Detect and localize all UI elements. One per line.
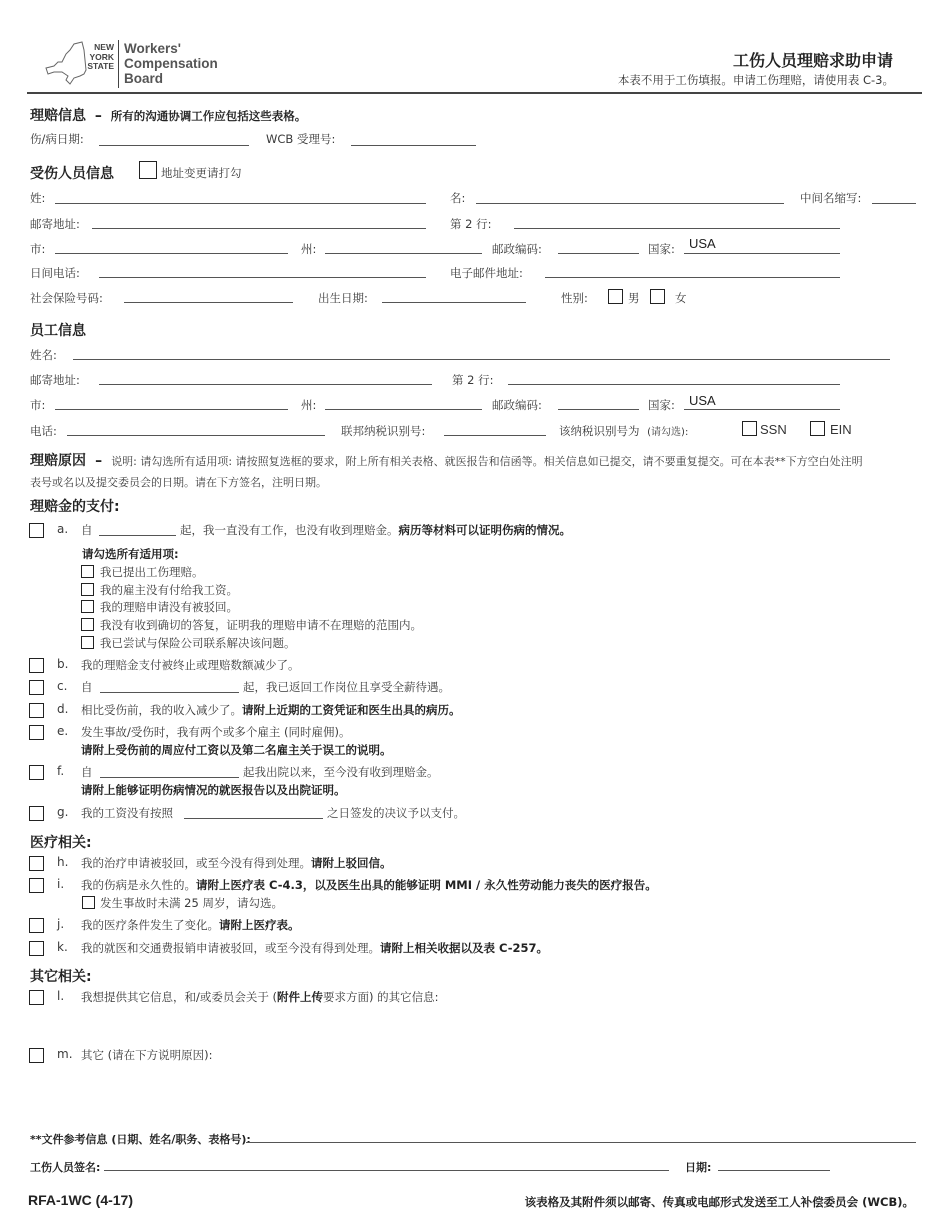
reason-i-letter: i. <box>57 877 65 891</box>
zip-label: 邮政编码: <box>492 242 542 256</box>
reason-a-letter: a. <box>57 522 69 536</box>
reason-a-sub1-label: 我已提出工伤理赔。 <box>100 565 204 579</box>
reason-m-checkbox[interactable] <box>29 1048 44 1063</box>
sex-male-label: 男 <box>628 291 640 305</box>
reason-e-letter: e. <box>57 724 69 738</box>
reason-a-prefix: 自 <box>81 523 93 537</box>
tax-id-ein-checkbox[interactable] <box>810 421 825 436</box>
dob-field[interactable] <box>382 302 526 303</box>
employer-country-value: USA <box>689 393 716 408</box>
fein-field[interactable] <box>444 435 546 436</box>
employer-city-label: 市: <box>30 398 46 412</box>
reason-a-sub3-checkbox[interactable] <box>81 600 94 613</box>
first-name-field[interactable] <box>476 203 784 204</box>
state-label: 州: <box>301 242 317 256</box>
employer-name-field[interactable] <box>73 359 890 360</box>
payment-heading: 理赔金的支付: <box>30 499 120 515</box>
country-label: 国家: <box>648 242 675 256</box>
employer-state-label: 州: <box>301 398 317 412</box>
employer-country-field[interactable] <box>684 409 840 410</box>
reason-f-instruction: 请附上能够证明伤病情况的就医报告以及出院证明。 <box>81 783 346 797</box>
reason-c-checkbox[interactable] <box>29 680 44 695</box>
employer-zip-field[interactable] <box>558 409 639 410</box>
wcb-number-field[interactable] <box>351 145 476 146</box>
tax-id-ssn-label: SSN <box>760 422 787 437</box>
reason-a-sub3-label: 我的理赔申请没有被驳回。 <box>100 600 238 614</box>
middle-initial-label: 中间名缩写: <box>800 191 862 205</box>
middle-initial-field[interactable] <box>872 203 916 204</box>
logo-divider <box>118 40 119 88</box>
reason-f-letter: f. <box>57 764 65 778</box>
reason-m-text: 其它 (请在下方说明原因): <box>81 1048 213 1062</box>
logo-agency-text: Workers' Compensation Board <box>124 41 218 86</box>
reason-a-sub4-label: 我没有收到确切的答复，证明我的理赔申请不在理赔的范围内。 <box>100 618 422 632</box>
reason-h-letter: h. <box>57 855 69 869</box>
reason-e-checkbox[interactable] <box>29 725 44 740</box>
reason-l-text-area[interactable] <box>81 1008 916 1044</box>
city-label: 市: <box>30 242 46 256</box>
claim-info-heading: 理赔信息 – 所有的沟通协调工作应包括这些表格。 <box>30 108 307 124</box>
reason-g-date-field[interactable] <box>184 818 323 819</box>
reason-k-letter: k. <box>57 940 68 954</box>
reason-h-checkbox[interactable] <box>29 856 44 871</box>
doc-ref-field[interactable] <box>246 1142 916 1143</box>
reason-f-prefix: 自 <box>81 765 93 779</box>
reason-j-letter: j. <box>57 917 65 931</box>
reason-l-text: 我想提供其它信息，和/或委员会关于 (附件上传要求方面) 的其它信息: <box>81 990 439 1004</box>
signature-label: 工伤人员签名: <box>30 1161 101 1174</box>
reason-a-date-field[interactable] <box>99 535 176 536</box>
employer-zip-label: 邮政编码: <box>492 398 542 412</box>
reason-g-prefix: 我的工资没有按照 <box>81 806 173 820</box>
reason-j-checkbox[interactable] <box>29 918 44 933</box>
employer-state-field[interactable] <box>325 409 482 410</box>
signature-date-label: 日期: <box>685 1161 712 1174</box>
reason-d-text: 相比受伤前，我的收入减少了。请附上近期的工资凭证和医生出具的病历。 <box>81 703 461 717</box>
reason-l-letter: l. <box>57 989 65 1003</box>
day-phone-label: 日间电话: <box>30 266 80 280</box>
reason-b-text: 我的理赔金支付被终止或理赔数额减少了。 <box>81 658 300 672</box>
tax-id-type-label: 该纳税识别号为 (请勾选): <box>559 424 689 438</box>
form-subtitle: 本表不用于工伤填报。申请工伤理赔，请使用表 C-3。 <box>617 73 894 87</box>
nys-wcb-logo <box>44 38 224 90</box>
reason-b-checkbox[interactable] <box>29 658 44 673</box>
reason-a-sub2-label: 我的雇主没有付给我工资。 <box>100 583 238 597</box>
header-divider <box>27 92 922 94</box>
address-line2-field[interactable] <box>514 228 840 229</box>
reason-h-text: 我的治疗申请被驳回，或至今没有得到处理。请附上驳回信。 <box>81 856 392 870</box>
reason-c-date-field[interactable] <box>100 692 239 693</box>
reason-m-letter: m. <box>57 1047 73 1061</box>
reason-a-sub1-checkbox[interactable] <box>81 565 94 578</box>
reason-a-checkbox[interactable] <box>29 523 44 538</box>
reason-d-letter: d. <box>57 702 69 716</box>
sex-female-label: 女 <box>675 291 687 305</box>
tax-id-ein-label: EIN <box>830 422 852 437</box>
reason-k-checkbox[interactable] <box>29 941 44 956</box>
wcb-number-label: WCB 受理号: <box>266 132 336 146</box>
reason-g-checkbox[interactable] <box>29 806 44 821</box>
employer-name-label: 姓名: <box>30 348 57 362</box>
country-value: USA <box>689 236 716 251</box>
address-change-checkbox[interactable] <box>139 161 157 179</box>
mailing-address-field[interactable] <box>92 228 426 229</box>
employer-heading: 员工信息 <box>30 323 86 339</box>
form-id: RFA-1WC (4-17) <box>28 1192 134 1208</box>
employer-phone-label: 电话: <box>30 424 57 438</box>
employer-city-field[interactable] <box>55 409 288 410</box>
reason-k-text: 我的就医和交通费报销申请被驳回，或至今没有得到处理。请附上相关收据以及表 C-257。 <box>81 941 548 955</box>
reason-a-sub5-label: 我已尝试与保险公司联系解决该问题。 <box>100 636 296 650</box>
reason-a-sub2-checkbox[interactable] <box>81 583 94 596</box>
sex-male-checkbox[interactable] <box>608 289 623 304</box>
doc-ref-label: **文件参考信息 (日期、姓名/职务、表格号): <box>30 1133 251 1146</box>
dob-label: 出生日期: <box>318 291 368 305</box>
tax-id-ssn-checkbox[interactable] <box>742 421 757 436</box>
reason-a-sub-heading: 请勾选所有适用项: <box>82 547 179 561</box>
reason-f-checkbox[interactable] <box>29 765 44 780</box>
email-label: 电子邮件地址: <box>450 266 523 280</box>
reason-l-checkbox[interactable] <box>29 990 44 1005</box>
sex-label: 性别: <box>561 291 588 305</box>
reason-f-date-field[interactable] <box>100 777 239 778</box>
ssn-label: 社会保险号码: <box>30 291 103 305</box>
logo-state-text: NEW YORK STATE <box>87 42 114 71</box>
last-name-field[interactable] <box>55 203 426 204</box>
reason-b-letter: b. <box>57 657 69 671</box>
employer-country-label: 国家: <box>648 398 675 412</box>
reason-i-text: 我的伤病是永久性的。请附上医疗表 C-4.3，以及医生出具的能够证明 MMI / 永久性劳动能力丧失的医疗报告。 <box>81 878 657 892</box>
reason-i-under25-label: 发生事故时未满 25 周岁，请勾选。 <box>100 896 283 910</box>
employer-phone-field[interactable] <box>67 435 325 436</box>
address-change-label: 地址变更请打勾 <box>161 166 242 180</box>
employer-address-label: 邮寄地址: <box>30 373 80 387</box>
reason-e-instruction: 请附上受伤前的周应付工资以及第二名雇主关于误工的说明。 <box>81 743 392 757</box>
country-field[interactable] <box>684 253 840 254</box>
reason-instructions: 理赔原因 – 说明: 请勾选所有适用项: 请按照复选框的要求，附上所有相关表格、就医报告和信函等。相关信息如已提交，请不要重复提交。可在本表**下方空白处注明 表号或名以及提交委员会的日期。请在下方签名，注明日期。 <box>30 453 863 489</box>
city-field[interactable] <box>55 253 288 254</box>
reason-f-text: 起我出院以来，至今没有收到理赔金。 <box>243 765 439 779</box>
fein-label: 联邦纳税识别号: <box>341 424 426 438</box>
zip-field[interactable] <box>558 253 639 254</box>
address-line2-label: 第 2 行: <box>450 217 492 231</box>
injury-date-field[interactable] <box>99 145 249 146</box>
reason-i-under25-checkbox[interactable] <box>82 896 95 909</box>
reason-a-sub5-checkbox[interactable] <box>81 636 94 649</box>
reason-j-text: 我的医疗条件发生了变化。请附上医疗表。 <box>81 918 300 932</box>
employer-line2-field[interactable] <box>508 384 840 385</box>
form-title: 工伤人员理赔求助申请 <box>732 51 893 70</box>
reason-m-text-area[interactable] <box>81 1066 916 1120</box>
submit-note: 该表格及其附件须以邮寄、传真或电邮形式发送至工人补偿委员会 (WCB)。 <box>524 1195 914 1209</box>
state-field[interactable] <box>325 253 482 254</box>
reason-c-prefix: 自 <box>81 680 93 694</box>
reason-d-checkbox[interactable] <box>29 703 44 718</box>
medical-heading: 医疗相关: <box>30 835 92 851</box>
reason-g-letter: g. <box>57 805 69 819</box>
reason-a-sub4-checkbox[interactable] <box>81 618 94 631</box>
day-phone-field[interactable] <box>99 277 426 278</box>
email-field[interactable] <box>545 277 840 278</box>
other-heading: 其它相关: <box>30 969 92 985</box>
ssn-field[interactable] <box>124 302 293 303</box>
new-york-state-map-icon <box>44 40 88 86</box>
employer-address-field[interactable] <box>99 384 432 385</box>
reason-c-text: 起，我已返回工作岗位且享受全薪待遇。 <box>243 680 450 694</box>
sex-female-checkbox[interactable] <box>650 289 665 304</box>
reason-i-checkbox[interactable] <box>29 878 44 893</box>
reason-a-text: 起，我一直没有工作，也没有收到理赔金。病历等材料可以证明伤病的情况。 <box>180 523 571 537</box>
last-name-label: 姓: <box>30 191 46 205</box>
reason-e-text: 发生事故/受伤时，我有两个或多个雇主 (同时雇佣)。 <box>81 725 351 739</box>
reason-g-text: 之日签发的决议予以支付。 <box>327 806 465 820</box>
mailing-address-label: 邮寄地址: <box>30 217 80 231</box>
signature-field[interactable] <box>104 1170 669 1171</box>
employer-line2-label: 第 2 行: <box>452 373 494 387</box>
first-name-label: 名: <box>450 191 466 205</box>
reason-c-letter: c. <box>57 679 68 693</box>
injury-date-label: 伤/病日期: <box>30 132 84 146</box>
injured-worker-heading: 受伤人员信息 <box>30 166 114 182</box>
signature-date-field[interactable] <box>718 1170 830 1171</box>
